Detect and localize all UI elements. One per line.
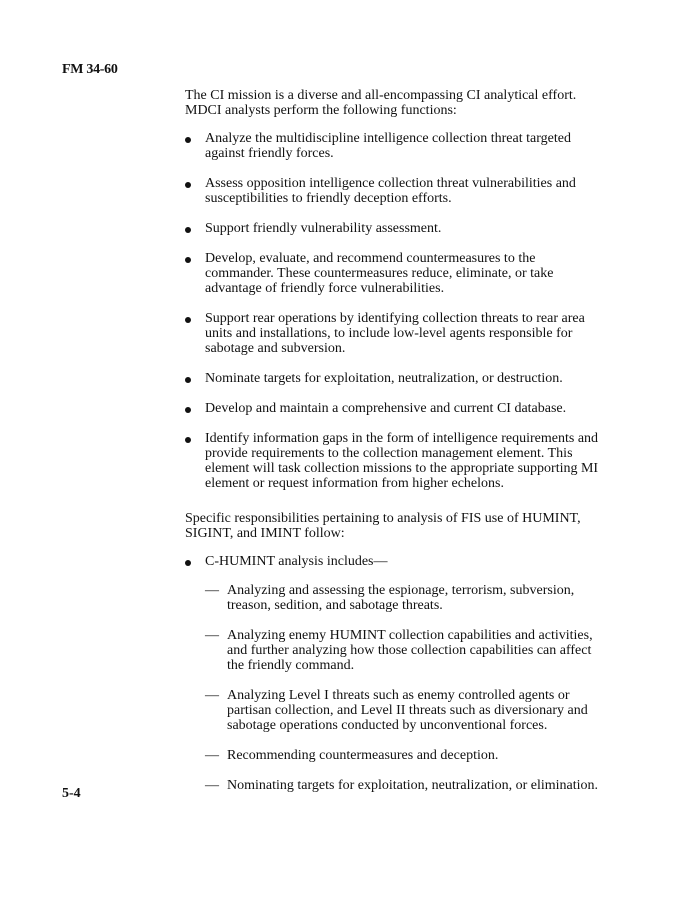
dash-icon: —: [205, 628, 219, 643]
bullet-icon: [185, 257, 191, 263]
list-item: [185, 251, 605, 296]
list-item-text: Analyzing and assessing the espionage, terrorism, subversion, treason, sedition, and sabotage threats.: [227, 583, 575, 613]
bullet-icon: [185, 182, 191, 188]
list-item: [205, 583, 605, 613]
chumint-heading: [185, 554, 605, 569]
list-item: [205, 748, 605, 763]
list-item: [205, 778, 605, 793]
list-item-text: Recommending countermeasures and deception.: [227, 748, 499, 763]
list-item-text: Assess opposition intelligence collection threat vulnerabilities and susceptibilities to friendly deception efforts.: [205, 176, 576, 206]
dash-icon: —: [205, 688, 219, 703]
list-item-text: Analyzing enemy HUMINT collection capabilities and activities, and further analyzing how those collection capabilities can affect the friendly command.: [227, 628, 593, 673]
bullet-icon: [185, 137, 191, 143]
functions-list: [185, 131, 605, 491]
bullet-icon: [185, 227, 191, 233]
chumint-list: [185, 583, 605, 793]
list-item-text: Nominating targets for exploitation, neutralization, or elimination.: [227, 778, 599, 793]
list-item: [185, 371, 605, 386]
responsibilities-paragraph: Specific responsibilities pertaining to analysis of FIS use of HUMINT, SIGINT, and IMINT follow:: [185, 511, 581, 541]
dash-icon: —: [205, 583, 219, 598]
list-item-text: Support rear operations by identifying collection threats to rear area units and installations, to include low-level agents responsible for sabotage and subversion.: [205, 311, 585, 356]
list-item-text: Identify information gaps in the form of intelligence requirements and provide requirements to the collection management element. This element will task collection missions to the appropriate supporting MI element or request information from higher echelons.: [205, 431, 599, 491]
list-item-text: Analyzing Level I threats such as enemy controlled agents or partisan collection, and Level II threats such as diversionary and sabotage operations conducted by unconventional forces.: [227, 688, 588, 733]
bullet-icon: [185, 437, 191, 443]
running-head: FM 34-60: [62, 62, 118, 77]
list-item-text: Develop, evaluate, and recommend countermeasures to the commander. These countermeasures reduce, eliminate, or take advantage of friendly force vulnerabilities.: [205, 251, 554, 296]
list-item: [185, 176, 605, 206]
dash-icon: —: [205, 748, 219, 763]
list-item: [185, 131, 605, 161]
list-item: [185, 401, 605, 416]
list-item-text: Support friendly vulnerability assessment.: [205, 221, 442, 236]
list-item: [185, 311, 605, 356]
dash-icon: —: [205, 778, 219, 793]
chumint-heading-text: C-HUMINT analysis includes—: [205, 554, 388, 569]
list-item: [185, 221, 605, 236]
list-item: [205, 688, 605, 733]
bullet-icon: [185, 317, 191, 323]
bullet-icon: [185, 407, 191, 413]
bullet-icon: [185, 560, 191, 566]
intro-paragraph: The CI mission is a diverse and all-encompassing CI analytical effort. MDCI analysts perform the following functions:: [185, 88, 577, 118]
list-item: [205, 628, 605, 673]
list-item-text: Analyze the multidiscipline intelligence collection threat targeted against friendly forces.: [205, 131, 571, 161]
list-item: [185, 431, 605, 491]
list-item-text: Develop and maintain a comprehensive and current CI database.: [205, 401, 567, 416]
page-content: [185, 88, 605, 808]
list-item-text: Nominate targets for exploitation, neutralization, or destruction.: [205, 371, 563, 386]
bullet-icon: [185, 377, 191, 383]
page-number: 5-4: [62, 786, 81, 801]
